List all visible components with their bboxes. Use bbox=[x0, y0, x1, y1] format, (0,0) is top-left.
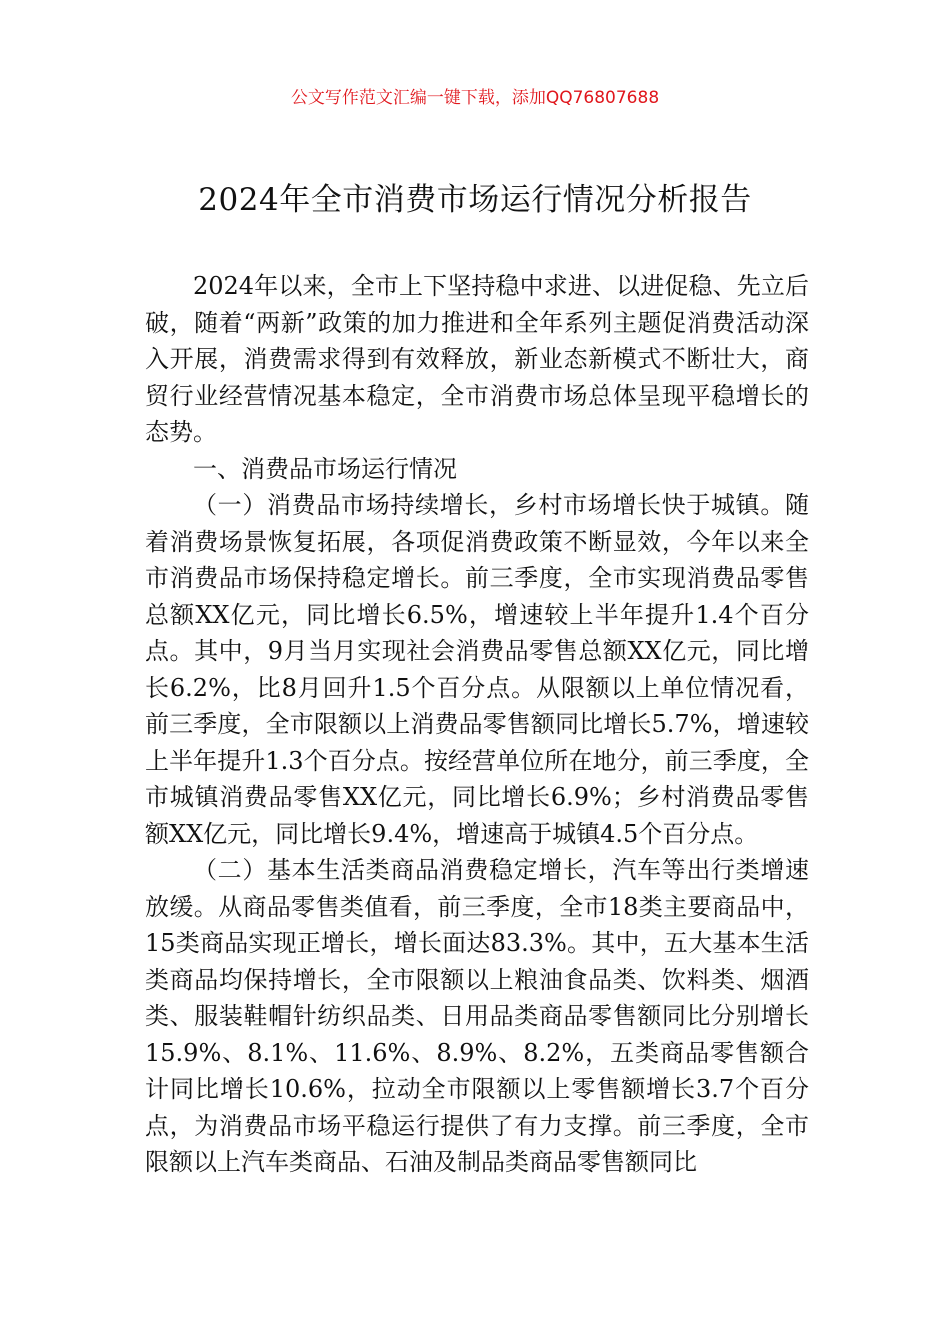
subsection-paragraph-2: （二）基本生活类商品消费稳定增长，汽车等出行类增速放缓。从商品零售类值看，前三季度，全市18类主要商品中，15类商品实现正增长，增长面达83.3%。其中，五大基本生活类商品均保持增长，全市限额以上粮油食品类、饮料类、烟酒类、服装鞋帽针纺织品类、日用品类商品零售额同比分别增长15.9%、8.1%、11.6%、8.9%、8.2%，五类商品零售额合计同比增长10.6%，拉动全市限额以上零售额增长3.7个百分点，为消费品市场平稳运行提供了有力支撑。前三季度，全市限额以上汽车类商品、石油及制品类商品零售额同比 bbox=[145, 856, 809, 1176]
subsection-paragraph-1: （一）消费品市场持续增长，乡村市场增长快于城镇。随着消费场景恢复拓展，各项促消费政策不断显效，今年以来全市消费品市场保持稳定增长。前三季度，全市实现消费品零售总额XX亿元，同比增长6.5%，增速较上半年提升1.4个百分点。其中，9月当月实现社会消费品零售总额XX亿元，同比增长6.2%，比8月回升1.5个百分点。从限额以上单位情况看，前三季度，全市限额以上消费品零售额同比增长5.7%，增速较上半年提升1.3个百分点。按经营单位所在地分，前三季度，全市城镇消费品零售XX亿元，同比增长6.9%；乡村消费品零售额XX亿元，同比增长9.4%，增速高于城镇4.5个百分点。 bbox=[145, 491, 809, 848]
section-heading: 一、消费品市场运行情况 bbox=[193, 454, 457, 483]
intro-paragraph: 2024年以来，全市上下坚持稳中求进、以进促稳、先立后破，随着“两新”政策的加力推进和全年系列主题促消费活动深入开展，消费需求得到有效释放，新业态新模式不断壮大，商贸行业经营情况基本稳定，全市消费市场总体呈现平稳增长的态势。 bbox=[145, 272, 809, 446]
document-body bbox=[145, 268, 809, 1181]
watermark-text: 公文写作范文汇编一键下载，添加QQ76807688 bbox=[290, 88, 660, 108]
document-title: 2024年全市消费市场运行情况分析报告 bbox=[198, 182, 752, 218]
